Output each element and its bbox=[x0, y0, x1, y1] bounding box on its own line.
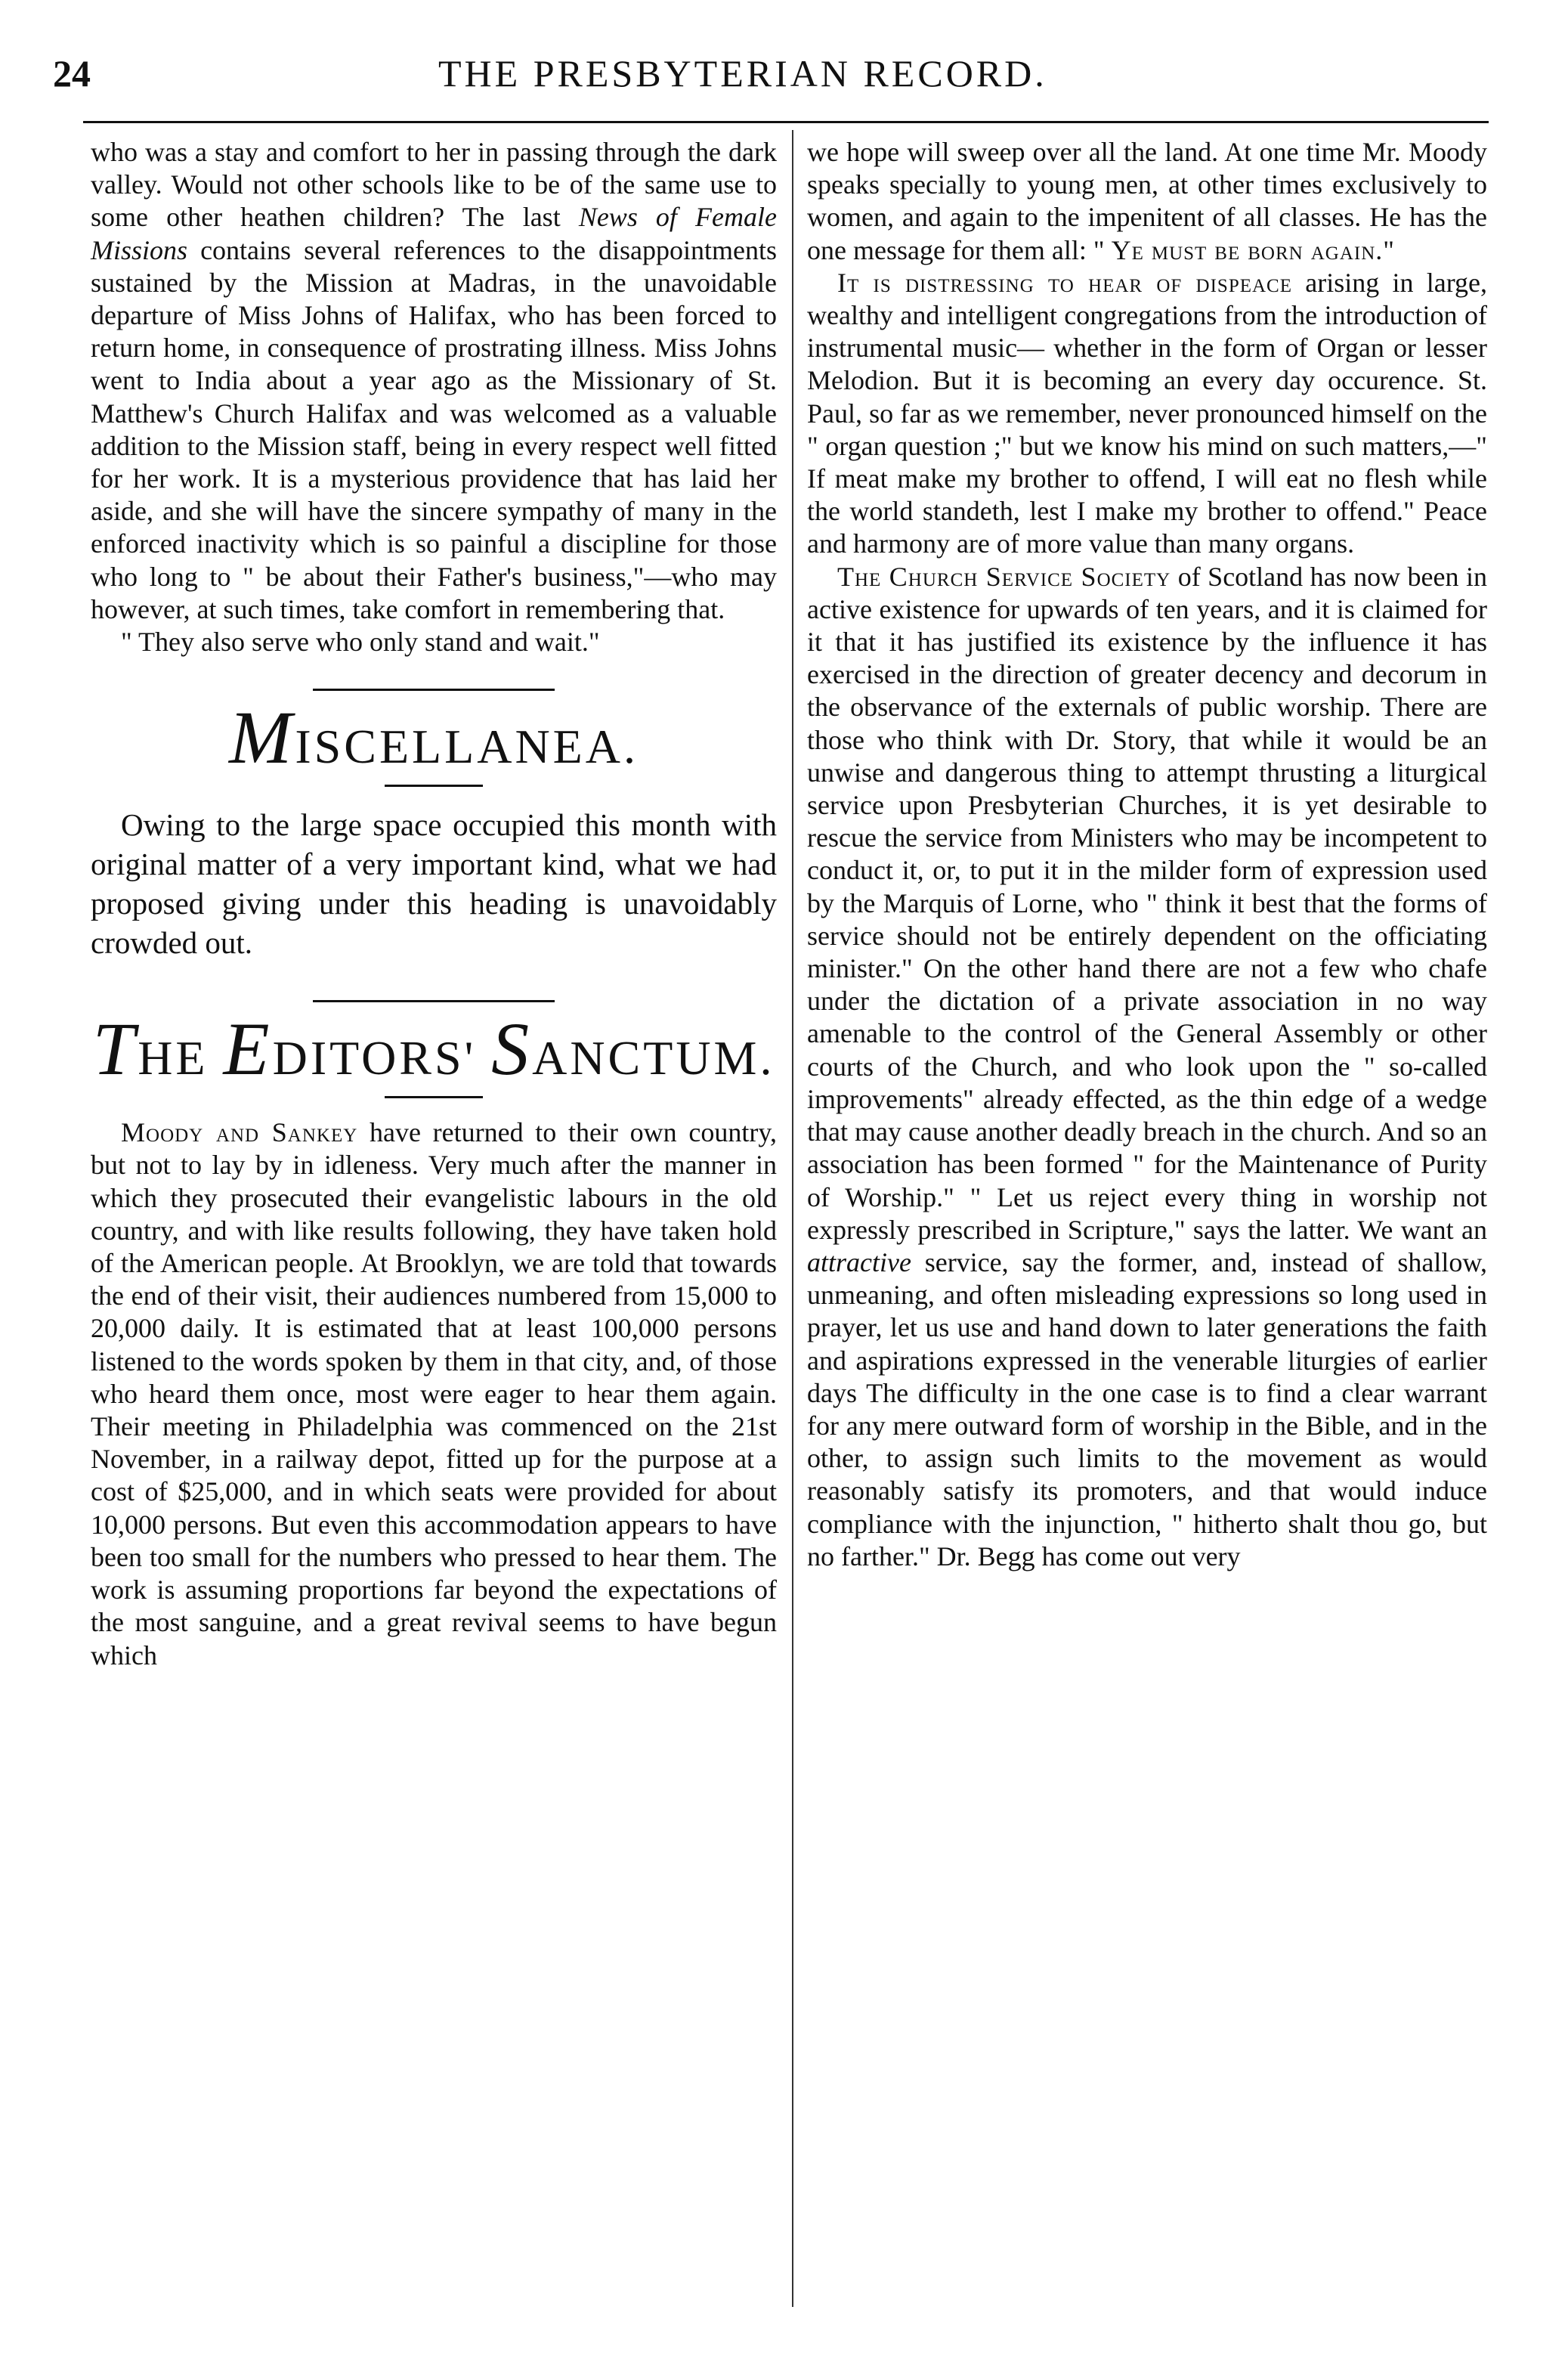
organ-paragraph bbox=[807, 267, 1487, 561]
sanctum-word-the: HE bbox=[138, 1031, 224, 1085]
miscellanea-heading-rest: ISCELLANEA. bbox=[295, 720, 639, 774]
moody-continued-paragraph bbox=[807, 136, 1487, 267]
organ-text: arising in large, wealthy and intelligent congregations from the introduction of instrumental music— whether in the form of Organ or lesser Melodion. But it is becoming an every day occurence. St. Paul, so far as we remember, never pronounced himself on the " organ question ;" but we know his mind on such matters,—" If meat make my brother to offend, I will eat no flesh while the world standeth, lest I make my brother to offend." Peace and harmony are of more value than many organs. bbox=[807, 267, 1488, 559]
born-again-quote: Ye must be born again. bbox=[1111, 234, 1384, 265]
sanctum-word-sanctum: ANCTUM. bbox=[532, 1031, 775, 1085]
miscellanea-initial: M bbox=[229, 695, 295, 780]
page-header bbox=[45, 45, 1504, 113]
section-rule bbox=[313, 1000, 555, 1002]
miscellanea-notice: Owing to the large space occupied this month with original matter of a very important kind, what we had proposed giving under this heading is unavoidably crowded out. bbox=[91, 807, 777, 961]
header-rule bbox=[83, 121, 1489, 123]
church-service-text: of Scotland has now been in active existence for upwards of ten years, and it is claimed for it that it has justified its existence by the influence it has exercised in the direction of greater decency and decorum in the observance of the externals of public worship. There are those who think with Dr. Story, that while it would be an unwise and dangerous thing to attempt thrusting a liturgical service upon Presbyterian Churches, it is yet desirable to rescue the service from Ministers who may be incompetent to conduct it, or, to put it in the milder form of expression used by the Marquis of Lorne, who " think it best that the forms of service should not be entirely dependent on the officiating minister." On the other hand there are not a few who chafe under the dictation of a private association in no way amenable to the control of the General Assembly or other courts of the Church, and who look upon the " so-called improvements" already effected, as the thin edge of a wedge that may cause another deadly breach in the church. And so an association has been formed " for the Maintenance of Purity of Worship." " Let us reject every thing in worship not expressly prescribed in Scripture," says the latter. We want an bbox=[807, 561, 1487, 1245]
heading-underline bbox=[385, 785, 483, 787]
sanctum-word-editors: DITORS' bbox=[272, 1031, 492, 1085]
section-rule bbox=[313, 689, 555, 691]
editors-sanctum-heading bbox=[91, 1007, 777, 1091]
moody-continued-text-b: " bbox=[1383, 234, 1394, 265]
attractive-word: attractive bbox=[807, 1246, 911, 1277]
moody-sankey-text: have returned to their own country, but not to lay by in idleness. Very much after the manner in which they prosecuted their evangelistic labours in the old country, and with like results following, they have taken hold of the American people. At Brooklyn, we are told that towards the end of their visit, their audiences numbered from 15,000 to 20,000 daily. It is estimated that at least 100,000 persons listened to the words spoken by them in that city, and, of those who heard them once, most were eager to hear them again. Their meeting in Philadelphia was commenced on the 21st November, in a railway depot, fitted up for the purpose at a cost of $25,000, and in which seats were provided for about 10,000 persons. But even this accommodation appears to have been too small for the numbers who pressed to hear them. The work is assuming proportions far beyond the expectations of the most sanguine, and a great revival seems to have begun which bbox=[91, 1117, 777, 1670]
column-divider bbox=[792, 130, 793, 2307]
church-service-text-b: service, say the former, and, instead of shallow, unmeaning, and often misleading expressions so long used in prayer, let us use and hand down to later generations the faith and aspirations expressed in the venerable liturgies of earlier days The difficulty in the one case is to find a clear warrant for any mere outward form of worship in the Bible, and in the other, to assign such limits to the movement as would reasonably satisfy its promoters, and that would induce compliance with the injunction, " hitherto shalt thou go, but no farther." Dr. Begg has come out very bbox=[807, 1246, 1487, 1571]
missions-paragraph bbox=[91, 136, 777, 626]
missions-text-a: who was a stay and comfort to her in passing through the dark valley. Would not other schools like to be of the same use to some other heathen children? The last bbox=[91, 137, 777, 233]
running-title: THE PRESBYTERIAN RECORD. bbox=[438, 52, 1047, 94]
moody-sankey-lead: Moody and Sankey bbox=[121, 1117, 358, 1148]
right-column bbox=[807, 136, 1487, 1573]
sanctum-initial-e: E bbox=[223, 1007, 273, 1091]
church-service-lead: The Church Service Society bbox=[837, 561, 1171, 592]
organ-lead: It is distressing to hear of dispeace bbox=[837, 267, 1293, 298]
moody-sankey-paragraph bbox=[91, 1116, 777, 1671]
page-number: 24 bbox=[53, 52, 91, 94]
sanctum-initial-s: S bbox=[491, 1007, 533, 1091]
left-column bbox=[91, 136, 777, 1672]
heading-underline bbox=[385, 1096, 483, 1098]
sanctum-initial-t: T bbox=[92, 1007, 138, 1091]
missions-text-b: contains several references to the disappointments sustained by the Mission at Madras, in the unavoidable departure of Miss Johns of Halifax, who has been forced to return home, in consequence of prostrating illness. Miss Johns went to India about a year ago as the Missionary of St. Matthew's Church Halifax and was welcomed as a valuable addition to the Mission staff, being in every respect well fitted for her work. It is a mysterious providence that has laid her aside, and she will have the sincere sympathy of many in the enforced inactivity which is so painful a discipline for those who long to " be about their Father's business,"—who may however, at such times, take comfort in remembering that. bbox=[91, 234, 777, 624]
moody-continued-text-a: we hope will sweep over all the land. At one time Mr. Moody speaks specially to young men, at other times exclusively to women, and again to the impenitent of all classes. He has the one message for them all: " bbox=[807, 137, 1487, 265]
missions-publication-title: News of Female Missions bbox=[91, 202, 777, 265]
miscellanea-heading bbox=[91, 695, 777, 780]
church-service-paragraph bbox=[807, 561, 1487, 1573]
quote-paragraph: " They also serve who only stand and wait." bbox=[121, 627, 600, 658]
